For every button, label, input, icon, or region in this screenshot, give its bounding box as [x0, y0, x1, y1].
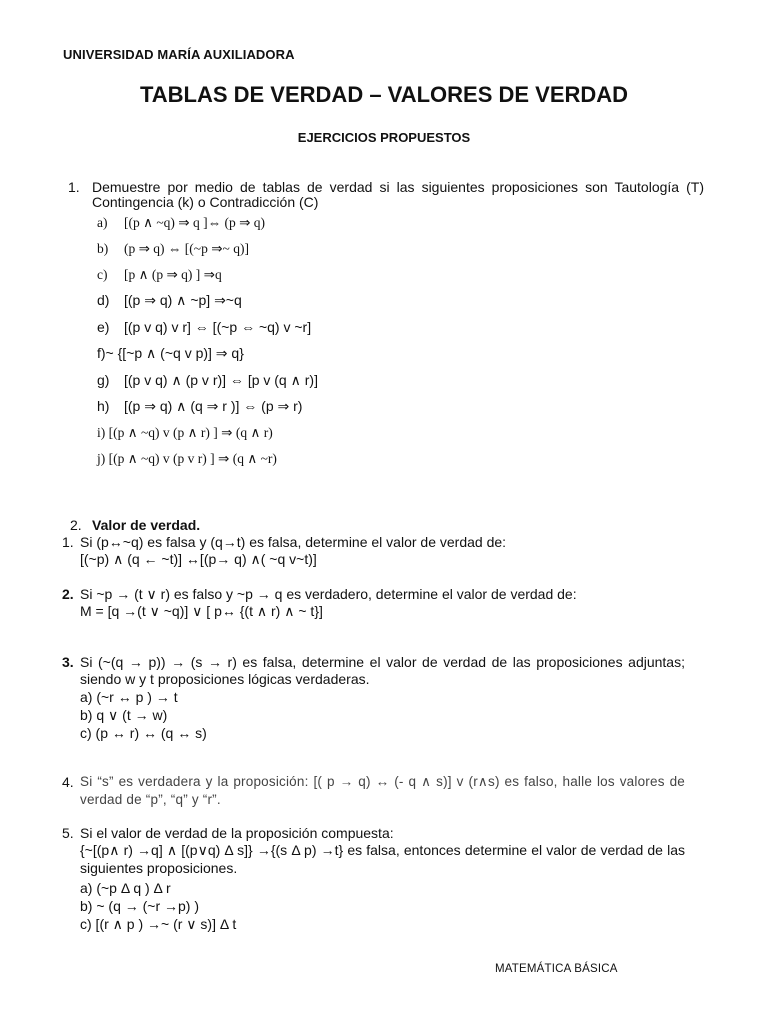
- list-item: a) (~p Δ q ) Δ r: [80, 880, 171, 896]
- ex2-line1: Si ~p → (t ∨ r) es falso y ~p → q es verdadero, determine el valor de verdad de:: [80, 586, 577, 602]
- ex4-line1: Si “s” es verdadera y la proposición: [( p → q) ↔ (- q ∧ s)] v (r∧s) es falso, halle los valores de: [80, 774, 685, 789]
- item-formula: {[~p ∧ (~q v p)] ⇒ q}: [117, 345, 244, 361]
- list-item: c) (p ↔ r) ↔ (q ↔ s): [80, 725, 207, 741]
- item-label: b): [97, 241, 109, 256]
- item-label: i): [97, 425, 106, 440]
- list-item: [97, 372, 318, 389]
- ex2-number: 2.: [62, 586, 74, 602]
- item-label: g): [97, 372, 110, 388]
- item-label: h): [97, 398, 110, 414]
- list-item: a) (~r ↔ p ) → t: [80, 689, 178, 705]
- ex4-number: 4.: [62, 774, 74, 790]
- section1-number: 1.: [68, 179, 80, 195]
- list-item: c) [(r ∧ p ) →~ (r ∨ s)] Δ t: [80, 916, 237, 932]
- section1-intro-line1: Demuestre por medio de tablas de verdad si las siguientes proposiciones son Tautología (T): [92, 179, 704, 195]
- item-label: a): [97, 215, 108, 230]
- list-item: [97, 345, 244, 362]
- page-subtitle: EJERCICIOS PROPUESTOS: [297, 130, 471, 145]
- section2-number: 2.: [70, 517, 82, 533]
- ex1-line1: Si (p↔~q) es falsa y (q→t) es falsa, determine el valor de verdad de:: [80, 534, 507, 550]
- list-item: [97, 215, 265, 231]
- section1-intro-line2: Contingencia (k) o Contradicción (C): [92, 194, 319, 210]
- item-formula: [(p ∧ ~q) v (p ∧ r) ] ⇒ (q ∧ r): [108, 425, 273, 440]
- list-item: [97, 267, 222, 283]
- university-name: UNIVERSIDAD MARÍA AUXILIADORA: [63, 47, 295, 62]
- item-label: f)~: [97, 345, 114, 361]
- ex3-line2: siendo w y t proposiciones lógicas verdaderas.: [80, 671, 370, 687]
- course-name: MATEMÁTICA BÁSICA: [495, 963, 618, 975]
- ex5-line2: {~[(p∧ r) →q] ∧ [(p∨q) Δ s]} →{(s Δ p) →t} es falsa, entonces determine el valor de verdad de las: [80, 842, 685, 858]
- item-formula: [(p v q) ∧ (p v r)] ⇔ [p v (q ∧ r)]: [124, 372, 318, 388]
- ex4-line2: verdad de “p”, “q” y “r”.: [80, 792, 221, 807]
- item-formula: [(p ∧ ~q) ⇒ q ]⇔ (p ⇒ q): [124, 215, 266, 230]
- list-item: b) ~ (q → (~r →p) ): [80, 898, 200, 914]
- ex3-number: 3.: [62, 654, 74, 670]
- ex5-line3: siguientes proposiciones.: [80, 860, 238, 876]
- list-item: [97, 398, 302, 415]
- list-item: [97, 319, 311, 335]
- item-label: j): [97, 451, 106, 466]
- list-item: [97, 451, 277, 467]
- item-formula: (p ⇒ q) ⇔ [(~p ⇒~ q)]: [124, 241, 249, 256]
- ex3-line1: Si (~(q → p)) → (s → r) es falsa, determine el valor de verdad de las proposiciones adjuntas;: [80, 654, 685, 670]
- page-title: TABLAS DE VERDAD – VALORES DE VERDAD: [139, 82, 629, 107]
- list-item: [97, 241, 249, 257]
- ex2-line2: M = [q →(t ∨ ~q)] ∨ [ p↔ {(t ∧ r) ∧ ~ t}]: [80, 603, 323, 619]
- list-item: b) q ∨ (t → w): [80, 707, 168, 723]
- item-formula: [(p ∧ ~q) v (p v r) ] ⇒ (q ∧ ~r): [108, 451, 277, 466]
- item-label: c): [97, 267, 108, 282]
- item-formula: [p ∧ (p ⇒ q) ] ⇒q: [124, 267, 222, 282]
- item-label: e): [97, 319, 110, 335]
- section2-heading: Valor de verdad.: [92, 517, 201, 533]
- item-formula: [(p ⇒ q) ∧ (q ⇒ r )] ⇔ (p ⇒ r): [124, 398, 303, 414]
- item-formula: [(p ⇒ q) ∧ ~p] ⇒~q: [124, 292, 242, 308]
- item-formula: [(p v q) v r] ⇔ [(~p ⇔ ~q) v ~r]: [124, 319, 312, 335]
- ex5-number: 5.: [62, 825, 74, 841]
- ex1-line2: [(~p) ∧ (q ← ~t)] ↔[(p→ q) ∧( ~q v~t)]: [80, 551, 317, 567]
- list-item: [97, 425, 273, 441]
- ex5-line1: Si el valor de verdad de la proposición compuesta:: [80, 825, 394, 841]
- ex1-number: 1.: [62, 534, 74, 550]
- list-item: [97, 292, 242, 309]
- item-label: d): [97, 292, 110, 308]
